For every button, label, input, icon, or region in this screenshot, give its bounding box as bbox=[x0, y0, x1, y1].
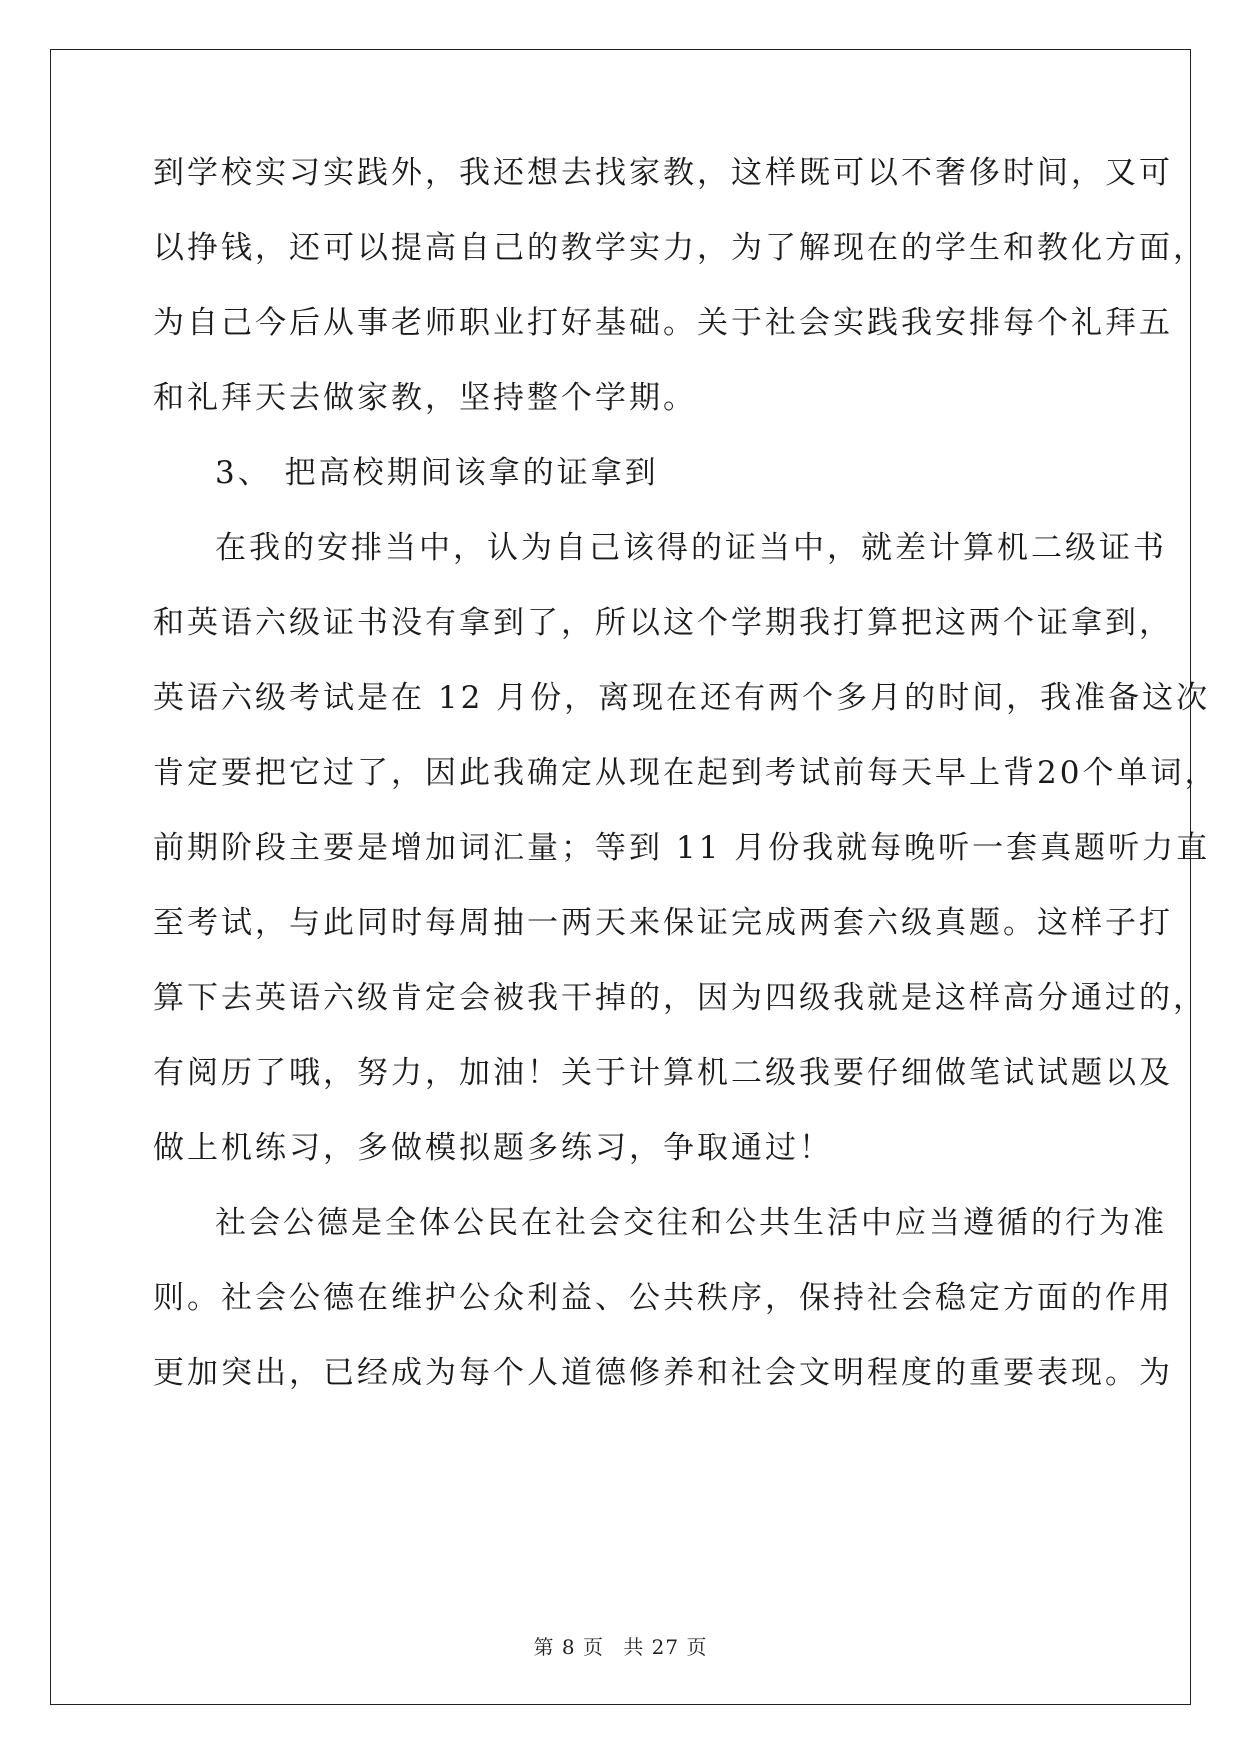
page-border bbox=[50, 49, 1219, 1705]
body-text-line: 至考试，与此同时每周抽一两天来保证完成两套六级真题。这样子打 bbox=[153, 905, 1173, 941]
body-text-line: 肯定要把它过了，因此我确定从现在起到考试前每天早上背20个单词， bbox=[153, 755, 1219, 791]
section-heading: 3、 把高校期间该拿的证拿到 bbox=[215, 455, 659, 491]
paragraph-first-line: 在我的安排当中，认为自己该得的证当中，就差计算机二级证书 bbox=[215, 530, 1167, 566]
page-number: 第 8 页 bbox=[533, 1635, 604, 1659]
body-text-line: 有阅历了哦，努力，加油！关于计算机二级我要仔细做笔试试题以及 bbox=[153, 1055, 1173, 1091]
body-text-line: 做上机练习，多做模拟题多练习，争取通过！ bbox=[153, 1130, 833, 1166]
body-text-line: 前期阶段主要是增加词汇量；等到 11 月份我就每晚听一套真题听力直 bbox=[153, 830, 1211, 866]
body-text-line: 算下去英语六级肯定会被我干掉的，因为四级我就是这样高分通过的， bbox=[153, 980, 1207, 1016]
body-text-line: 以挣钱，还可以提高自己的教学实力，为了解现在的学生和教化方面， bbox=[153, 230, 1207, 266]
body-text-line: 和礼拜天去做家教，坚持整个学期。 bbox=[153, 380, 697, 416]
page-footer bbox=[0, 1634, 1241, 1660]
body-text-line: 到学校实习实践外，我还想去找家教，这样既可以不奢侈时间，又可 bbox=[153, 155, 1173, 191]
body-text-line: 更加突出，已经成为每个人道德修养和社会文明程度的重要表现。为 bbox=[153, 1355, 1173, 1391]
total-pages: 共 27 页 bbox=[623, 1635, 708, 1659]
body-text-line: 英语六级考试是在 12 月份，离现在还有两个多月的时间，我准备这次 bbox=[153, 680, 1211, 716]
body-text-line: 则。社会公德在维护公众利益、公共秩序，保持社会稳定方面的作用 bbox=[153, 1280, 1173, 1316]
body-text-line: 为自己今后从事老师职业打好基础。关于社会实践我安排每个礼拜五 bbox=[153, 305, 1173, 341]
body-text-line: 和英语六级证书没有拿到了，所以这个学期我打算把这两个证拿到， bbox=[153, 605, 1173, 641]
paragraph-first-line: 社会公德是全体公民在社会交往和公共生活中应当遵循的行为准 bbox=[215, 1205, 1167, 1241]
